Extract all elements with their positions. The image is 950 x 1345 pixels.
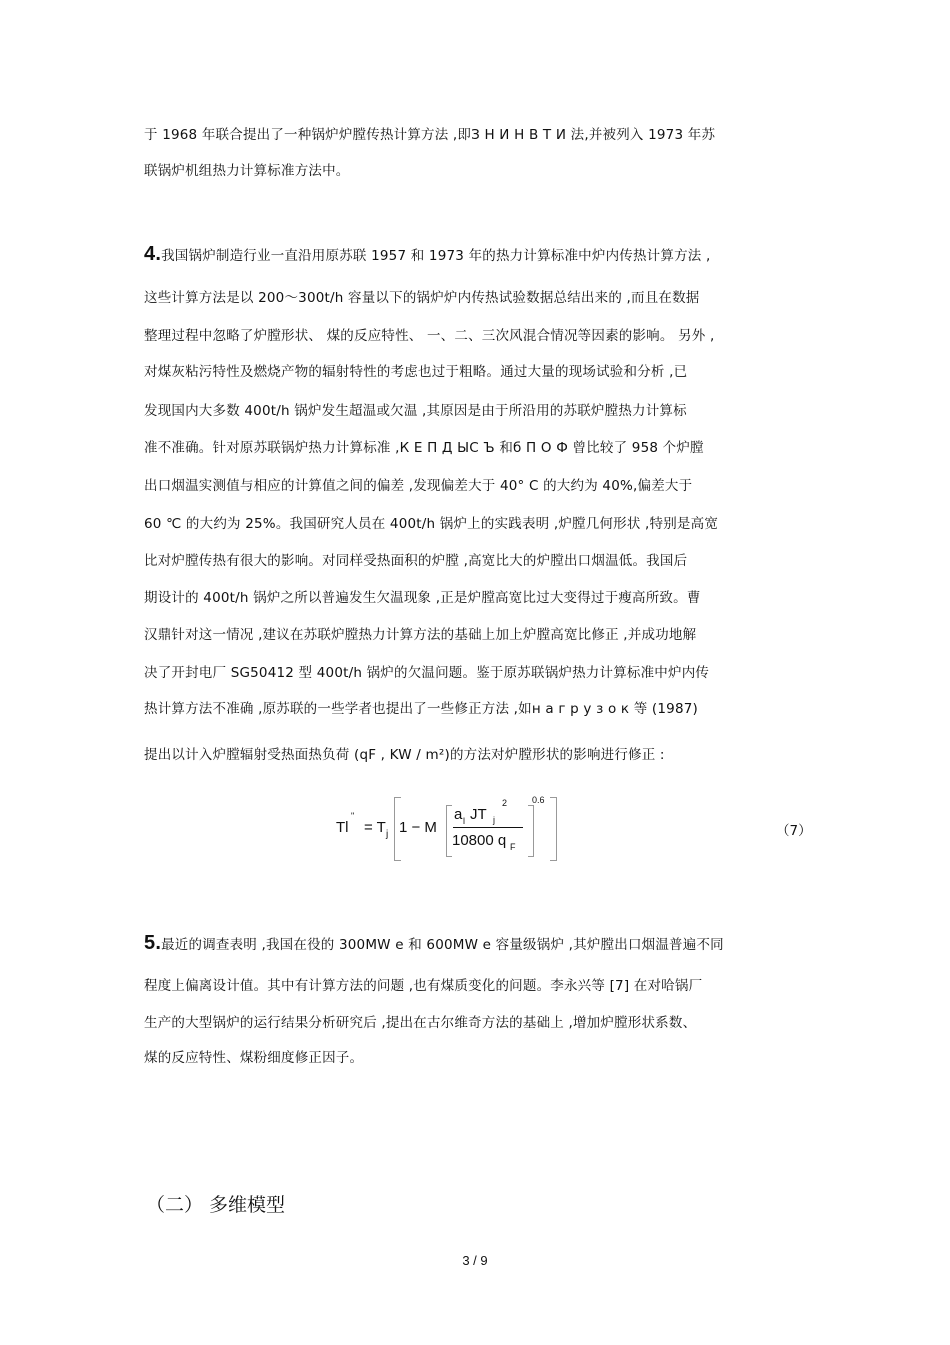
eq-exponent: 0.6 <box>532 795 545 805</box>
text-line <box>144 934 724 954</box>
eq-denominator-sub: F <box>510 842 516 852</box>
text-line: 60 ℃ 的大约为 25%。我国研究人员在 400t/h 锅炉上的实践表明 ,炉膛几何形状 ,特别是高宽 <box>144 516 719 532</box>
text-line: 这些计算方法是以 200～300t/h 容量以下的锅炉炉内传热试验数据总结出来的 ,而且在数据 <box>144 290 700 306</box>
eq-numerator-sub2: j <box>493 815 495 825</box>
text-line: 对煤灰粘污特性及燃烧产物的辐射特性的考虑也过于粗略。通过大量的现场试验和分析 ,已 <box>144 364 688 380</box>
text-line: 联锅炉机组热力计算标准方法中。 <box>144 163 350 179</box>
text-line: 于 1968 年联合提出了一种锅炉炉膛传热计算方法 ,即З Н И Н В Т И 法,并被列入 1973 年苏 <box>144 127 716 143</box>
eq-numerator-sup: 2 <box>502 798 508 808</box>
text-line <box>144 245 710 265</box>
eq-equals: = T <box>364 819 386 836</box>
text-line: 煤的反应特性、煤粉细度修正因子。 <box>144 1050 364 1066</box>
eq-numerator-a: a <box>454 806 463 823</box>
list-number: 4. <box>144 243 162 265</box>
text-line: 出口烟温实测值与相应的计算值之间的偏差 ,发现偏差大于 40° C 的大约为 40%,偏差大于 <box>144 478 693 494</box>
eq-lhs: Tl <box>336 819 349 836</box>
inner-right-bracket <box>528 805 534 857</box>
eq-numerator-sub: l <box>463 816 465 826</box>
equation-7 <box>336 795 576 865</box>
page-number: 3 / 9 <box>462 1253 488 1268</box>
text-line: 决了开封电厂 SG50412 型 400t/h 锅炉的欠温问题。鉴于原苏联锅炉热力计算标准中炉内传 <box>144 665 710 681</box>
text-line: 比对炉膛传热有很大的影响。对同样受热面积的炉膛 ,高宽比大的炉膛出口烟温低。我国后 <box>144 553 688 569</box>
text-line: 准不准确。针对原苏联锅炉热力计算标准 ,К Е П Д ЫС Ъ 和б П О Ф 曾比较了 958 个炉膛 <box>144 440 704 456</box>
fraction-bar <box>453 827 523 828</box>
eq-one-minus: 1 − M <box>399 819 437 836</box>
equation-number: （7） <box>776 823 812 839</box>
right-bracket <box>550 797 557 861</box>
text-line: 整理过程中忽略了炉膛形状、 煤的反应特性、 一、二、三次风混合情况等因素的影响。 另外 , <box>144 328 715 344</box>
eq-denominator: 10800 q <box>452 832 507 849</box>
eq-lhs-sup: " <box>351 811 355 821</box>
text-line: 热计算方法不准确 ,原苏联的一些学者也提出了一些修正方法 ,如н а г р у з о к 等 (1987) <box>144 701 699 717</box>
text-line: 生产的大型锅炉的运行结果分析研究后 ,提出在古尔维奇方法的基础上 ,增加炉膛形状系数、 <box>144 1015 697 1031</box>
text-line: 汉鼎针对这一情况 ,建议在苏联炉膛热力计算方法的基础上加上炉膛高宽比修正 ,并成功地解 <box>144 627 697 643</box>
section-heading: （二） 多维模型 <box>146 1194 286 1216</box>
text-span: 最近的调查表明 ,我国在役的 300MW e 和 600MW e 容量级锅炉 ,其炉膛出口烟温普遍不同 <box>161 937 724 953</box>
eq-sub: j <box>386 829 389 840</box>
text-line: 程度上偏离设计值。其中有计算方法的问题 ,也有煤质变化的问题。李永兴等 [7] 在对哈锅厂 <box>144 978 703 994</box>
text-span: 我国锅炉制造行业一直沿用原苏联 1957 和 1973 年的热力计算标准中炉内传热计算方法 , <box>161 248 711 264</box>
eq-numerator-rest: JT <box>470 806 487 823</box>
text-line: 提出以计入炉膛辐射受热面热负荷 (qF , KW / m²)的方法对炉膛形状的影响进行修正 : <box>144 747 665 763</box>
text-line: 期设计的 400t/h 锅炉之所以普遍发生欠温现象 ,正是炉膛高宽比过大变得过于瘦高所致。曹 <box>144 590 701 606</box>
text-line: 发现国内大多数 400t/h 锅炉发生超温或欠温 ,其原因是由于所沿用的苏联炉膛热力计算标 <box>144 403 687 419</box>
inner-left-bracket <box>446 805 452 857</box>
list-number: 5. <box>144 932 162 954</box>
